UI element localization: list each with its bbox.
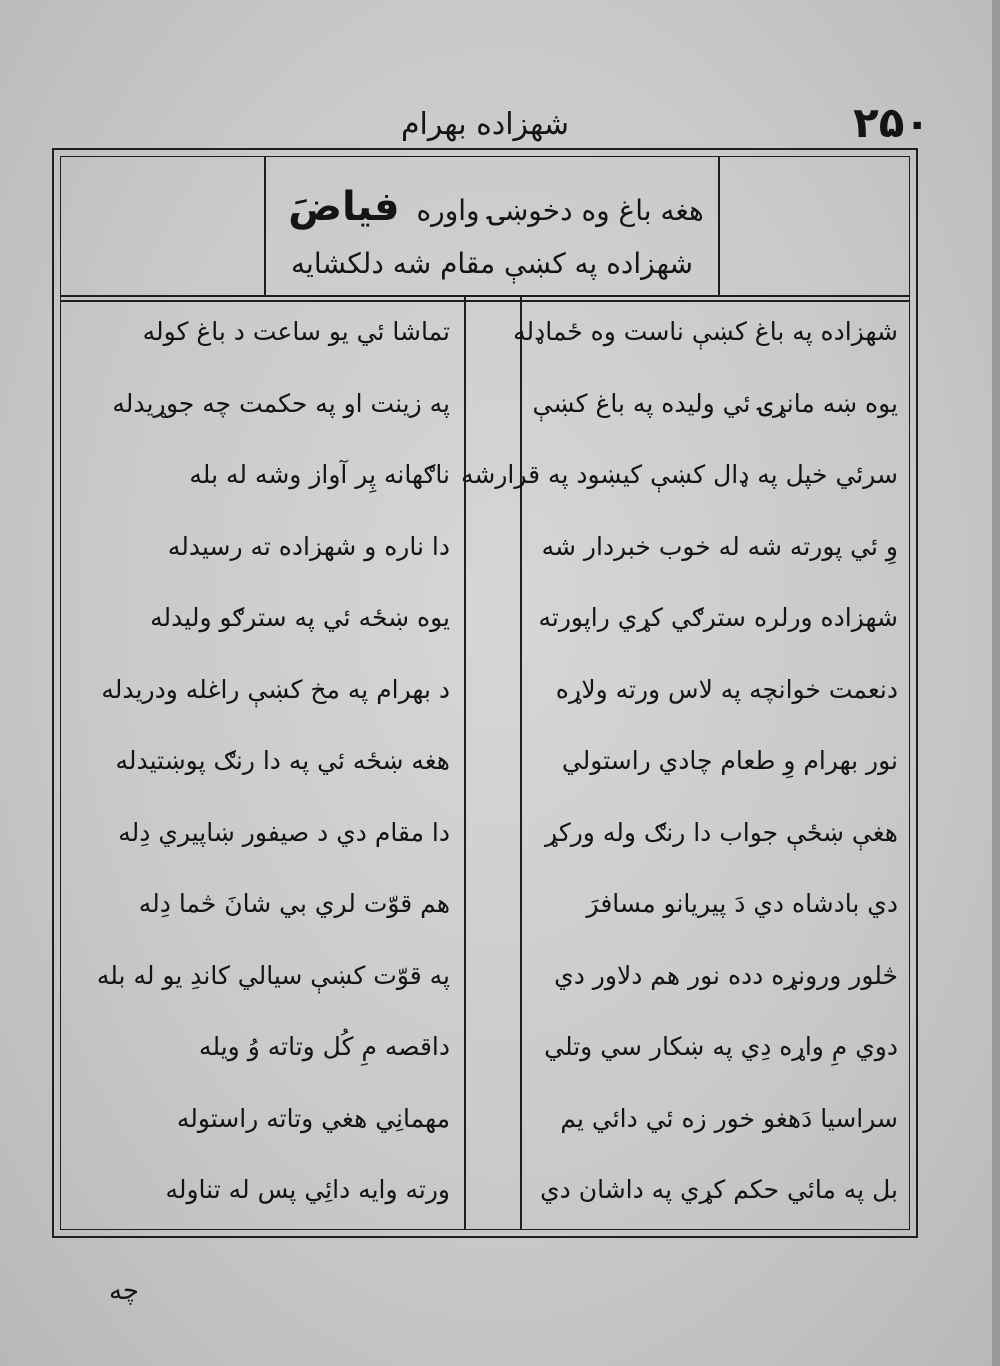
column-divider-left (464, 296, 466, 1230)
verse-line: ناګهانه پِر آواز وشه له بله (189, 460, 450, 489)
left-verse-column (60, 296, 462, 1228)
verse-line: په قوّت کښې سیالي کاندِ یو له بله (96, 960, 450, 990)
verse-line: داقصه مِ کُل وتاته وُ ویله (199, 1032, 450, 1061)
verse-line: هم قوّت لري بي شانَ څما دِله (138, 889, 450, 918)
heading-divider-right (718, 156, 720, 296)
verse-line: شهزاده ورلره سترګي کړي راپورته (538, 603, 898, 632)
running-title: شهزاده بهرام (400, 107, 570, 142)
verse-line: مهمانِي هغي وتاته راستوله (176, 1103, 450, 1133)
verse-line: وِ ئي پورته شه له خوب خبردار شه (541, 531, 898, 561)
poet-name: فیاضَ (288, 184, 400, 230)
verse-line: بل په مائي حکم کړي په داشان دي (540, 1175, 898, 1204)
verse-line: دي بادشاه دي دَ پیریانو مسافرَ (586, 889, 898, 918)
verse-line: دوي مِ واړه دِي په ښکار سي وتلي (544, 1032, 898, 1061)
verse-line: ورته وایه دائِي پس له تناوله (165, 1175, 450, 1204)
verse-line: هغې ښځې جواب دا رنګ وله ورکړ (545, 817, 898, 847)
verse-line: دا مقام دي د صیفور ښاپیري دِله (118, 817, 450, 847)
verse-line: نور بهرام وِ طعام چادي راستولي (561, 746, 898, 775)
verse-line: یوه ښه مانړۍ ئي ولیده په باغ کښې (532, 388, 898, 418)
page-edge-shadow (992, 0, 1000, 1366)
verse-line: هغه ښځه ئي په دا رنګ پوښتیدله (115, 746, 450, 775)
page-number: ۲۵۰ (853, 98, 930, 147)
verse-line: دا ناره و شهزاده ته رسیدله (167, 531, 450, 561)
verse-line: په زینت او په حکمت چه جوړیدله (112, 388, 450, 418)
heading-divider-left (264, 156, 266, 296)
verse-line: سرئي خپل په ډال کښې کیښود په قرارشه (460, 460, 898, 489)
verse-line: شهزاده په باغ کښې ناست وه ځماډله (513, 317, 898, 346)
verse-line: څلور ورونړه دده نور هم دلاور دي (554, 960, 898, 990)
verse-line: تماشا ئي یو ساعت د باغ کوله (142, 317, 450, 346)
verse-line: د بهرام په مخ کښې راغله ودریدله (101, 674, 450, 704)
verse-line: یوه ښځه ئي په سترګو ولیدله (150, 603, 450, 632)
right-verse-column (460, 296, 910, 1228)
heading-line-1 (268, 174, 716, 240)
heading-line-2: شهزاده په کښې مقام شه دلکشایه (291, 247, 693, 280)
verse-line: سراسیا دَهغو خور زه ئي دائي یم (560, 1103, 898, 1133)
verse-line: دنعمت خوانچه په لاس ورته ولاړه (555, 674, 898, 704)
catchword: چه (108, 1276, 139, 1306)
heading-line-1-text: هغه باغ وه دخوښۍ واوره (416, 194, 704, 227)
